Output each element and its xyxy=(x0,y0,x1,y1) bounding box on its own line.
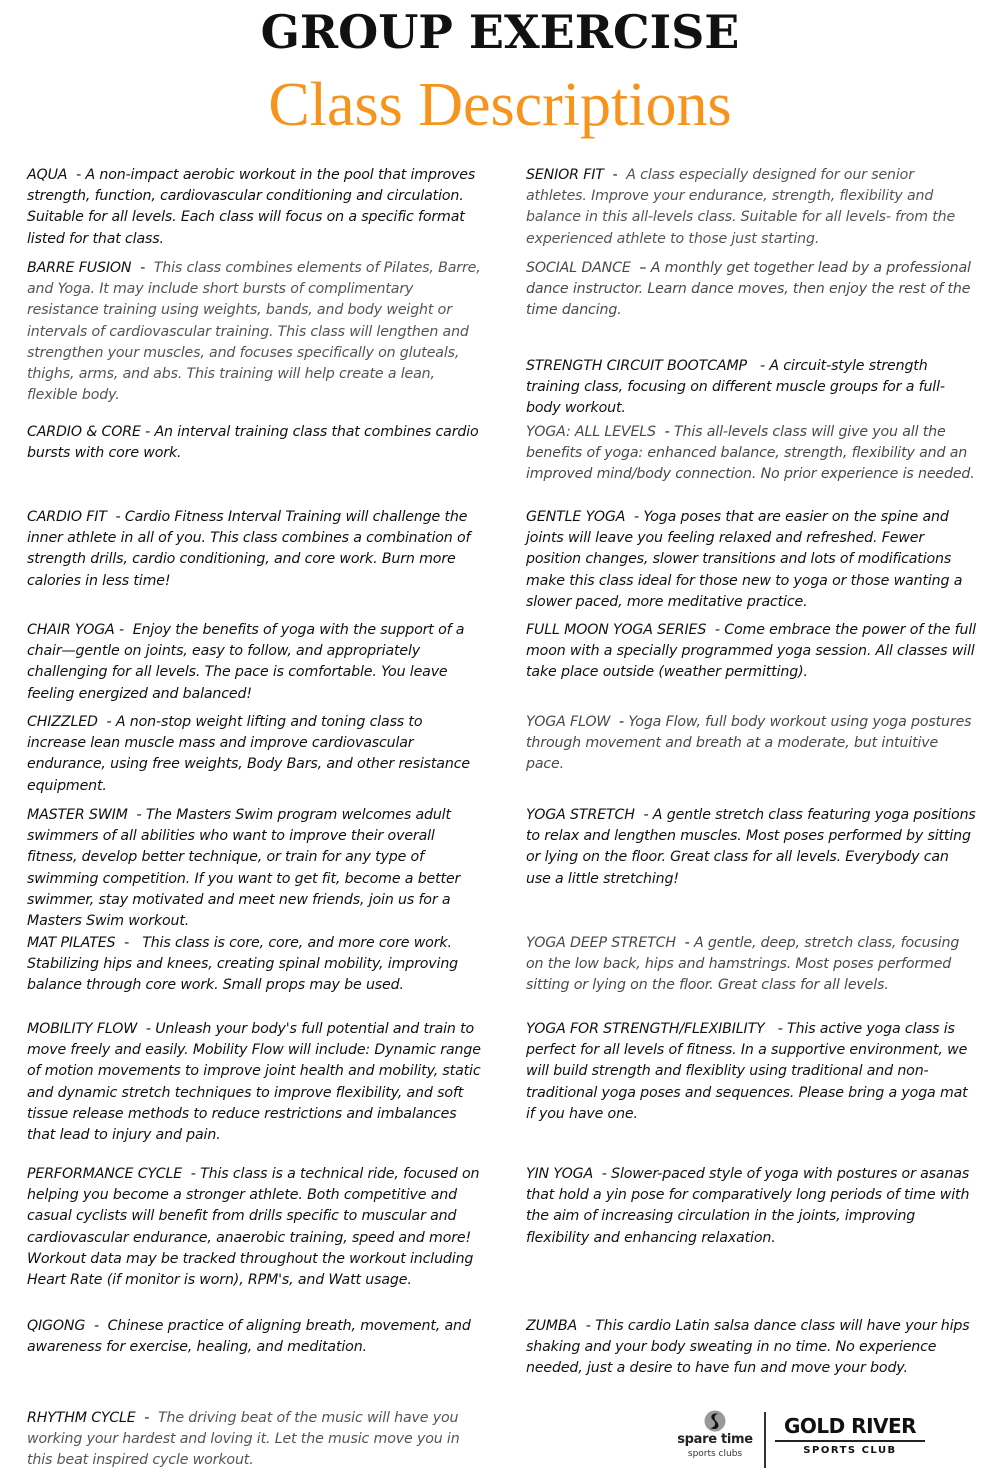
spare-time-logo xyxy=(675,1408,755,1468)
class-description: This active yoga class is perfect for all levels of fitness. In a supportive environment, we will build strength and flexiblity using traditional and non-traditional yoga poses and sequences. Please bring a yoga mat if you have one. xyxy=(526,1021,968,1122)
class-name: CARDIO & CORE xyxy=(27,424,141,440)
class-entry-aqua: AQUA - A non-impact aerobic workout in the pool that improves strength, function, cardiovascular conditioning and circulation. Suitable for all levels. Each class will focus on a specific format listed for that class. xyxy=(27,167,476,247)
class-name: YOGA STRETCH xyxy=(526,807,635,823)
class-description: A gentle, deep, stretch class, focusing on the low back, hips and hamstrings. Most poses performed sitting or lying on the floor. Great class for all levels. xyxy=(526,935,960,994)
class-name: STRENGTH CIRCUIT BOOTCAMP xyxy=(526,358,747,374)
logo-divider xyxy=(764,1412,766,1468)
class-name: MAT PILATES xyxy=(27,935,116,951)
class-entry-senior-fit: SENIOR FIT - A class especially designed for our senior athletes. Improve your endurance, strength, flexibility and balance in this all-levels class. Suitable for all levels- from the experienced athlete to those just starting. xyxy=(526,167,956,247)
class-name: CHAIR YOGA xyxy=(27,622,115,638)
class-description: This all-levels class will give you all the benefits of yoga: enhanced balance, strength, flexibility and an improved mind/body connection. No prior experience is needed. xyxy=(526,424,975,483)
class-description: Come embrace the power of the full moon with a specially programmed yoga session. All classes will take place outside (weather permitting). xyxy=(526,622,976,681)
class-name: SOCIAL DANCE xyxy=(526,260,631,276)
class-description: Yoga poses that are easier on the spine and joints will leave you feeling relaxed and refreshed. Fewer position changes, slower transitions and lots of modifications make this class ideal for those new to yoga or those wanting a slower paced, more meditative practice. xyxy=(526,509,963,610)
class-description: The driving beat of the music will have you working your hardest and loving it. Let the music move you in this beat inspired cycle workout. xyxy=(27,1410,460,1469)
class-name: RHYTHM CYCLE xyxy=(27,1410,136,1426)
class-entry-chair-yoga: CHAIR YOGA - Enjoy the benefits of yoga with the support of a chair—gentle on joints, easy to follow, and appropriately challenging for all levels. The pace is comfortable. You leave feeling energized and balanced! xyxy=(27,622,465,702)
class-entry-zumba: ZUMBA - This cardio Latin salsa dance class will have your hips shaking and your body sweating in no time. No experience needed, just a desire to have fun and move your body. xyxy=(526,1318,970,1377)
class-name: YOGA: ALL LEVELS xyxy=(526,424,656,440)
class-entry-yoga-flow: YOGA FLOW - Yoga Flow, full body workout using yoga postures through movement and breath at a moderate, but intuitive pace. xyxy=(526,714,972,773)
class-name: MOBILITY FLOW xyxy=(27,1021,138,1037)
class-name: YOGA FOR STRENGTH/FLEXIBILITY xyxy=(526,1021,765,1037)
class-description: Cardio Fitness Interval Training will challenge the inner athlete in all of you. This class combines a combination of strength drills, cardio conditioning, and core work. Burn more calories in less time! xyxy=(27,509,471,589)
class-description: A non-impact aerobic workout in the pool that improves strength, function, cardiovascular conditioning and circulation. Suitable for all levels. Each class will focus on a specific format listed for that class. xyxy=(27,167,476,247)
class-description: This cardio Latin salsa dance class will have your hips shaking and your body sweating in no time. No experience needed, just a desire to have fun and move your body. xyxy=(526,1318,970,1377)
class-entry-mat-pilates: MAT PILATES - This class is core, core, and more core work. Stabilizing hips and knees, creating spinal mobility, improving balance through core work. Small props may be used. xyxy=(27,935,459,994)
class-entry-chizzled: CHIZZLED - A non-stop weight lifting and toning class to increase lean muscle mass and improve cardiovascular endurance, using free weights, Body Bars, and other resistance equipment. xyxy=(27,714,470,794)
class-description: A gentle stretch class featuring yoga positions to relax and lengthen muscles. Most poses performed by sitting or lying on the floor. Great class for all levels. Everybody can use a little stretching! xyxy=(526,807,976,887)
class-description: A monthly get together lead by a professional dance instructor. Learn dance moves, then enjoy the rest of the time dancing. xyxy=(526,260,971,319)
class-description: This class combines elements of Pilates, Barre, and Yoga. It may include short bursts of complimentary resistance training using weights, bands, and body weight or intervals of cardiovascular training. This class will lengthen and strengthen your muscles, and focuses specifically on gluteals, thighs, arms, and abs. This training will help create a lean, flexible body. xyxy=(27,260,481,404)
footer-logos xyxy=(675,1408,935,1468)
class-name: YOGA DEEP STRETCH xyxy=(526,935,676,951)
class-entry-yoga-deep-stretch: YOGA DEEP STRETCH - A gentle, deep, stretch class, focusing on the low back, hips and hamstrings. Most poses performed sitting or lying on the floor. Great class for all levels. xyxy=(526,935,960,994)
class-name: QIGONG xyxy=(27,1318,86,1334)
gold-river-name: GOLD RIVER xyxy=(783,1414,917,1438)
class-entry-master-swim: MASTER SWIM - The Masters Swim program welcomes adult swimmers of all abilities who want to improve their overall fitness, develop better technique, or train for any type of swimming competition. If you want to get fit, become a better swimmer, stay motivated and meet new friends, join us for a Masters Swim workout. xyxy=(27,807,461,930)
class-description: Enjoy the benefits of yoga with the support of a chair—gentle on joints, easy to follow, and appropriately challenging for all levels. The pace is comfortable. You leave feeling energized and balanced! xyxy=(27,622,465,702)
class-name: CHIZZLED xyxy=(27,714,98,730)
class-description: An interval training class that combines cardio bursts with core work. xyxy=(27,424,479,462)
class-name: GENTLE YOGA xyxy=(526,509,626,525)
class-entry-yoga-stretch: YOGA STRETCH - A gentle stretch class featuring yoga positions to relax and lengthen muscles. Most poses performed by sitting or lying on the floor. Great class for all levels. Everybody can use a little stretching! xyxy=(526,807,976,887)
class-entry-cardio-core: CARDIO & CORE - An interval training class that combines cardio bursts with core work. xyxy=(27,424,479,462)
class-entry-mobility-flow: MOBILITY FLOW - Unleash your body's full potential and train to move freely and easily. Mobility Flow will include: Dynamic range of motion movements to improve joint health and mobility, static and dynamic stretch techniques to improve flexibility, and soft tissue release methods to reduce restrictions and imbalances that lead to injury and pain. xyxy=(27,1021,481,1144)
class-description: A circuit-style strength training class, focusing on different muscle groups for a full-body workout. xyxy=(526,358,945,417)
class-entry-yoga-all-levels: YOGA: ALL LEVELS - This all-levels class will give you all the benefits of yoga: enhanced balance, strength, flexibility and an improved mind/body connection. No prior experience is needed. xyxy=(526,424,975,483)
class-description: Unleash your body's full potential and train to move freely and easily. Mobility Flow will include: Dynamic range of motion movements to improve joint health and mobility, static and dynamic stretch techniques to improve flexibility, and soft tissue release methods to reduce restrictions and imbalances that lead to injury and pain. xyxy=(27,1021,481,1144)
gold-river-rule xyxy=(775,1440,925,1442)
class-name: ZUMBA xyxy=(526,1318,578,1334)
class-entry-cardio-fit: CARDIO FIT - Cardio Fitness Interval Training will challenge the inner athlete in all of you. This class combines a combination of strength drills, cardio conditioning, and core work. Burn more calories in less time! xyxy=(27,509,471,589)
class-entry-social-dance: SOCIAL DANCE – A monthly get together lead by a professional dance instructor. Learn dance moves, then enjoy the rest of the time dancing. xyxy=(526,260,971,319)
class-name: MASTER SWIM xyxy=(27,807,128,823)
class-name: YIN YOGA xyxy=(526,1166,594,1182)
spare-time-subtitle: sports clubs xyxy=(687,1449,743,1459)
class-entry-barre-fusion: BARRE FUSION - This class combines elements of Pilates, Barre, and Yoga. It may include short bursts of complimentary resistance training using weights, bands, and body weight or intervals of cardiovascular training. This class will lengthen and strengthen your muscles, and focuses specifically on gluteals, thighs, arms, and abs. This training will help create a lean, flexible body. xyxy=(27,260,481,404)
class-description: Chinese practice of aligning breath, movement, and awareness for exercise, healing, and meditation. xyxy=(27,1318,471,1356)
class-name: AQUA xyxy=(27,167,68,183)
class-name: CARDIO FIT xyxy=(27,509,107,525)
class-entry-full-moon-yoga: FULL MOON YOGA SERIES - Come embrace the power of the full moon with a specially programmed yoga session. All classes will take place outside (weather permitting). xyxy=(526,622,976,681)
class-description: Slower-paced style of yoga with postures or asanas that hold a yin pose for comparatively long periods of time with the aim of increasing circulation in the joints, improving flexibility and enhancing relaxation. xyxy=(526,1166,970,1246)
class-name: BARRE FUSION xyxy=(27,260,132,276)
class-description: A non-stop weight lifting and toning class to increase lean muscle mass and improve cardiovascular endurance, using free weights, Body Bars, and other resistance equipment. xyxy=(27,714,470,794)
class-description: A class especially designed for our senior athletes. Improve your endurance, strength, flexibility and balance in this all-levels class. Suitable for all levels- from the experienced athlete to those just starting. xyxy=(526,167,956,247)
class-entry-gentle-yoga: GENTLE YOGA - Yoga poses that are easier on the spine and joints will leave you feeling relaxed and refreshed. Fewer position changes, slower transitions and lots of modifications make this class ideal for those new to yoga or those wanting a slower paced, more meditative practice. xyxy=(526,509,963,610)
class-entry-rhythm-cycle: RHYTHM CYCLE - The driving beat of the music will have you working your hardest and loving it. Let the music move you in this beat inspired cycle workout. xyxy=(27,1410,460,1469)
class-description: Yoga Flow, full body workout using yoga postures through movement and breath at a moderate, but intuitive pace. xyxy=(526,714,972,773)
class-entry-qigong: QIGONG - Chinese practice of aligning breath, movement, and awareness for exercise, healing, and meditation. xyxy=(27,1318,471,1356)
class-entry-yin-yoga: YIN YOGA - Slower-paced style of yoga with postures or asanas that hold a yin pose for comparatively long periods of time with the aim of increasing circulation in the joints, improving flexibility and enhancing relaxation. xyxy=(526,1166,970,1246)
class-name: PERFORMANCE CYCLE xyxy=(27,1166,183,1182)
page-title: GROUP EXERCISE xyxy=(260,5,740,59)
class-entry-performance-cycle: PERFORMANCE CYCLE - This class is a technical ride, focused on helping you become a stronger athlete. Both competitive and casual cyclists will benefit from drills specific to muscular and cardiovascular endurance, anaerobic training, speed and more! Workout data may be tracked throughout the workout including Heart Rate (if monitor is worn), RPM's, and Watt usage. xyxy=(27,1166,480,1289)
gold-river-subtitle: SPORTS CLUB xyxy=(803,1445,897,1456)
class-name: SENIOR FIT xyxy=(526,167,604,183)
page-subtitle: Class Descriptions xyxy=(268,71,732,139)
class-description: This class is a technical ride, focused on helping you become a stronger athlete. Both competitive and casual cyclists will benefit from drills specific to muscular and cardiovascular endurance, anaerobic training, speed and more! Workout data may be tracked throughout the workout including Heart Rate (if monitor is worn), RPM's, and Watt usage. xyxy=(27,1166,480,1289)
class-description: This class is core, core, and more core work. Stabilizing hips and knees, creating spinal mobility, improving balance through core work. Small props may be used. xyxy=(27,935,459,994)
class-name: YOGA FLOW xyxy=(526,714,611,730)
spare-time-name: spare time xyxy=(677,1432,753,1447)
class-name: FULL MOON YOGA SERIES xyxy=(526,622,707,638)
class-description: The Masters Swim program welcomes adult swimmers of all abilities who want to improve their overall fitness, develop better technique, or train for any type of swimming competition. If you want to get fit, become a better swimmer, stay motivated and meet new friends, join us for a Masters Swim workout. xyxy=(27,807,461,930)
spare-time-s-icon xyxy=(704,1410,726,1432)
class-entry-yoga-strength-flexibility: YOGA FOR STRENGTH/FLEXIBILITY - This active yoga class is perfect for all levels of fitness. In a supportive environment, we will build strength and flexiblity using traditional and non-traditional yoga poses and sequences. Please bring a yoga mat if you have one. xyxy=(526,1021,968,1122)
class-entry-strength-circuit-bootcamp: STRENGTH CIRCUIT BOOTCAMP - A circuit-style strength training class, focusing on different muscle groups for a full-body workout. xyxy=(526,358,945,417)
